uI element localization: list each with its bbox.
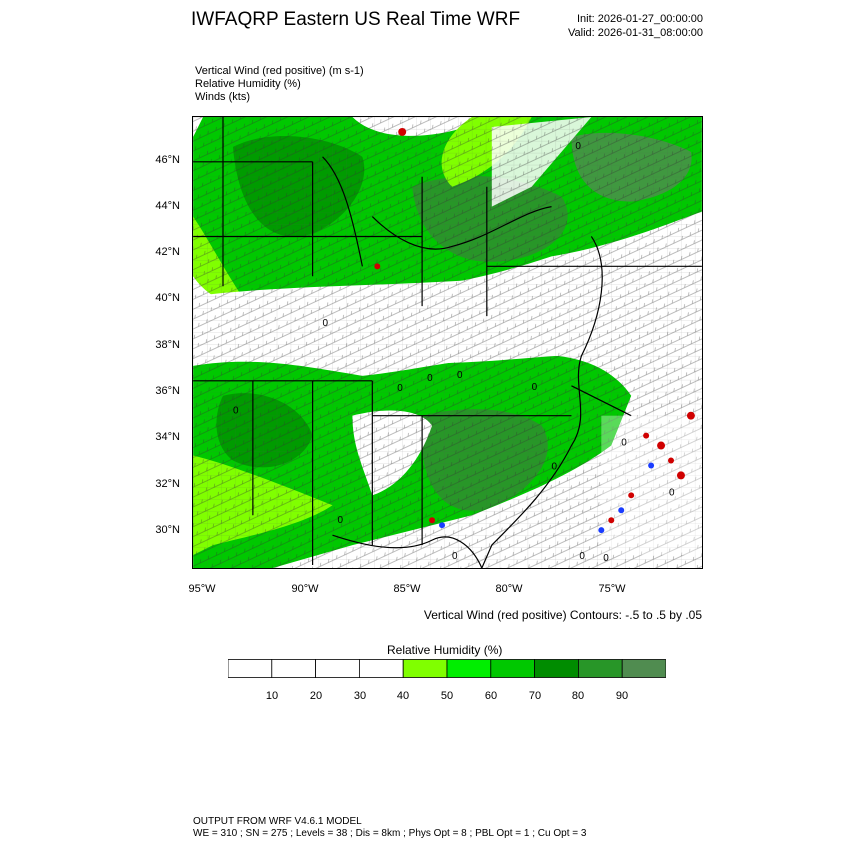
humidity-colorbar	[228, 659, 666, 678]
colorbar-label: 40	[396, 690, 410, 702]
lat-label: 32°N	[155, 478, 180, 490]
colorbar-label: 80	[571, 690, 585, 702]
colorbar-swatch	[316, 660, 360, 678]
field-label-winds: Winds (kts)	[195, 91, 250, 103]
contour-label: 0	[603, 553, 609, 565]
colorbar-label: 70	[528, 690, 542, 702]
contour-label: 0	[621, 437, 627, 449]
colorbar-label: 20	[309, 690, 323, 702]
lat-label: 46°N	[155, 154, 180, 166]
weather-map	[192, 116, 703, 569]
colorbar-label: 90	[615, 690, 629, 702]
contour-info: Vertical Wind (red positive) Contours: -.5 to .5 by .05	[423, 608, 702, 622]
footer-model: OUTPUT FROM WRF V4.6.1 MODEL	[193, 816, 362, 827]
footer-settings: WE = 310 ; SN = 275 ; Levels = 38 ; Dis = 8km ; Phys Opt = 8 ; PBL Opt = 1 ; Cu Opt = 3	[193, 828, 587, 839]
lon-label: 85°W	[393, 583, 421, 595]
lon-label: 75°W	[598, 583, 626, 595]
colorbar-swatch	[535, 660, 579, 678]
colorbar-swatch	[447, 660, 491, 678]
colorbar-label: 10	[265, 690, 279, 702]
lon-label: 95°W	[188, 583, 216, 595]
colorbar-swatch	[272, 660, 316, 678]
contour-label: 0	[575, 140, 581, 152]
lat-label: 34°N	[155, 431, 180, 443]
contour-label: 0	[456, 369, 463, 381]
contour-label: 0	[531, 381, 538, 393]
lat-label: 36°N	[155, 385, 180, 397]
colorbar-swatch	[359, 660, 403, 678]
colorbar-title: Relative Humidity (%)	[387, 643, 503, 657]
valid-time: Valid: 2026-01-31_08:00:00	[568, 27, 703, 39]
colorbar-label: 60	[484, 690, 498, 702]
lon-label: 90°W	[291, 583, 319, 595]
init-time: Init: 2026-01-27_00:00:00	[577, 13, 703, 25]
lat-label: 44°N	[155, 200, 180, 212]
field-label-vertical-wind: Vertical Wind (red positive) (m s-1)	[195, 65, 364, 77]
map-title: IWFAQRP Eastern US Real Time WRF	[191, 9, 521, 30]
lat-label: 42°N	[155, 246, 180, 258]
contour-label: 0	[322, 318, 329, 330]
colorbar-swatch	[228, 660, 272, 678]
colorbar-swatch	[622, 660, 666, 678]
lat-label: 30°N	[155, 524, 180, 536]
colorbar-swatch	[491, 660, 535, 678]
contour-label: 0	[232, 405, 239, 417]
contour-label: 0	[579, 551, 585, 563]
colorbar-swatch	[578, 660, 622, 678]
lat-label: 38°N	[155, 339, 180, 351]
contour-label: 0	[551, 461, 558, 473]
contour-label: 0	[397, 382, 403, 394]
colorbar-label: 30	[353, 690, 367, 702]
contour-label: 0	[427, 372, 433, 384]
contour-label: 0	[669, 487, 675, 499]
field-label-relative-humidity: Relative Humidity (%)	[195, 78, 301, 90]
lat-label: 40°N	[155, 292, 180, 304]
contour-label: 0	[337, 515, 344, 527]
colorbar-swatch	[403, 660, 447, 678]
contour-label: 0	[451, 551, 458, 563]
colorbar-label: 50	[440, 690, 454, 702]
lon-label: 80°W	[495, 583, 523, 595]
